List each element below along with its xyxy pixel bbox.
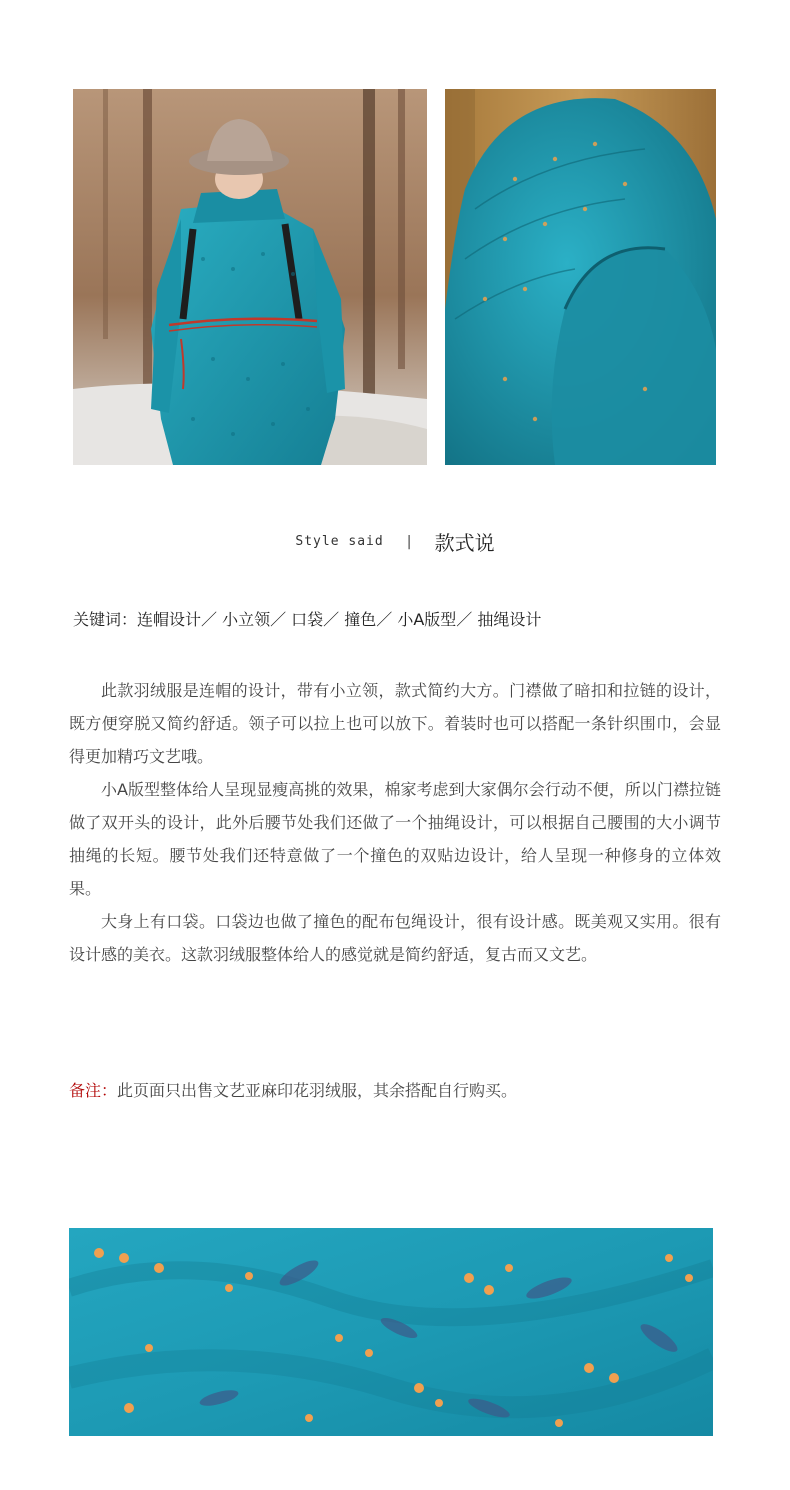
hood-closeup-photo [445,89,716,465]
note [69,1078,729,1101]
note-label: 备注： [69,1081,118,1100]
model-photo [73,89,427,465]
keywords-line: 关键词：连帽设计／ 小立领／ 口袋／ 撞色／ 小A版型／ 抽绳设计 [73,610,542,629]
section-title-separator: | [406,533,412,550]
fabric-closeup-photo [69,1228,713,1436]
section-title-en: Style said [295,534,384,549]
section-title-cn: 款式说 [434,531,495,555]
note-text: 此页面只出售文艺亚麻印花羽绒服，其余搭配自行购买。 [117,1081,518,1100]
description [69,674,721,971]
description-paragraph: 小A版型整体给人呈现显瘦高挑的效果，棉家考虑到大家偶尔会行动不便，所以门襟拉链做了双开头的设计，此外后腰节处我们还做了一个抽绳设计，可以根据自己腰围的大小调节抽绳的长短。腰节处我们还特意做了一个撞色的双贴边设计，给人呈现一种修身的立体效果。 [69,780,721,898]
description-paragraph: 此款羽绒服是连帽的设计，带有小立领，款式简约大方。门襟做了暗扣和拉链的设计，既方便穿脱又简约舒适。领子可以拉上也可以放下。着装时也可以搭配一条针织围巾，会显得更加精巧文艺哦。 [69,681,721,766]
description-paragraph: 大身上有口袋。口袋边也做了撞色的配布包绳设计，很有设计感。既美观又实用。很有设计感的美衣。这款羽绒服整体给人的感觉就是简约舒适，复古而又文艺。 [69,912,721,964]
section-heading [0,527,790,557]
